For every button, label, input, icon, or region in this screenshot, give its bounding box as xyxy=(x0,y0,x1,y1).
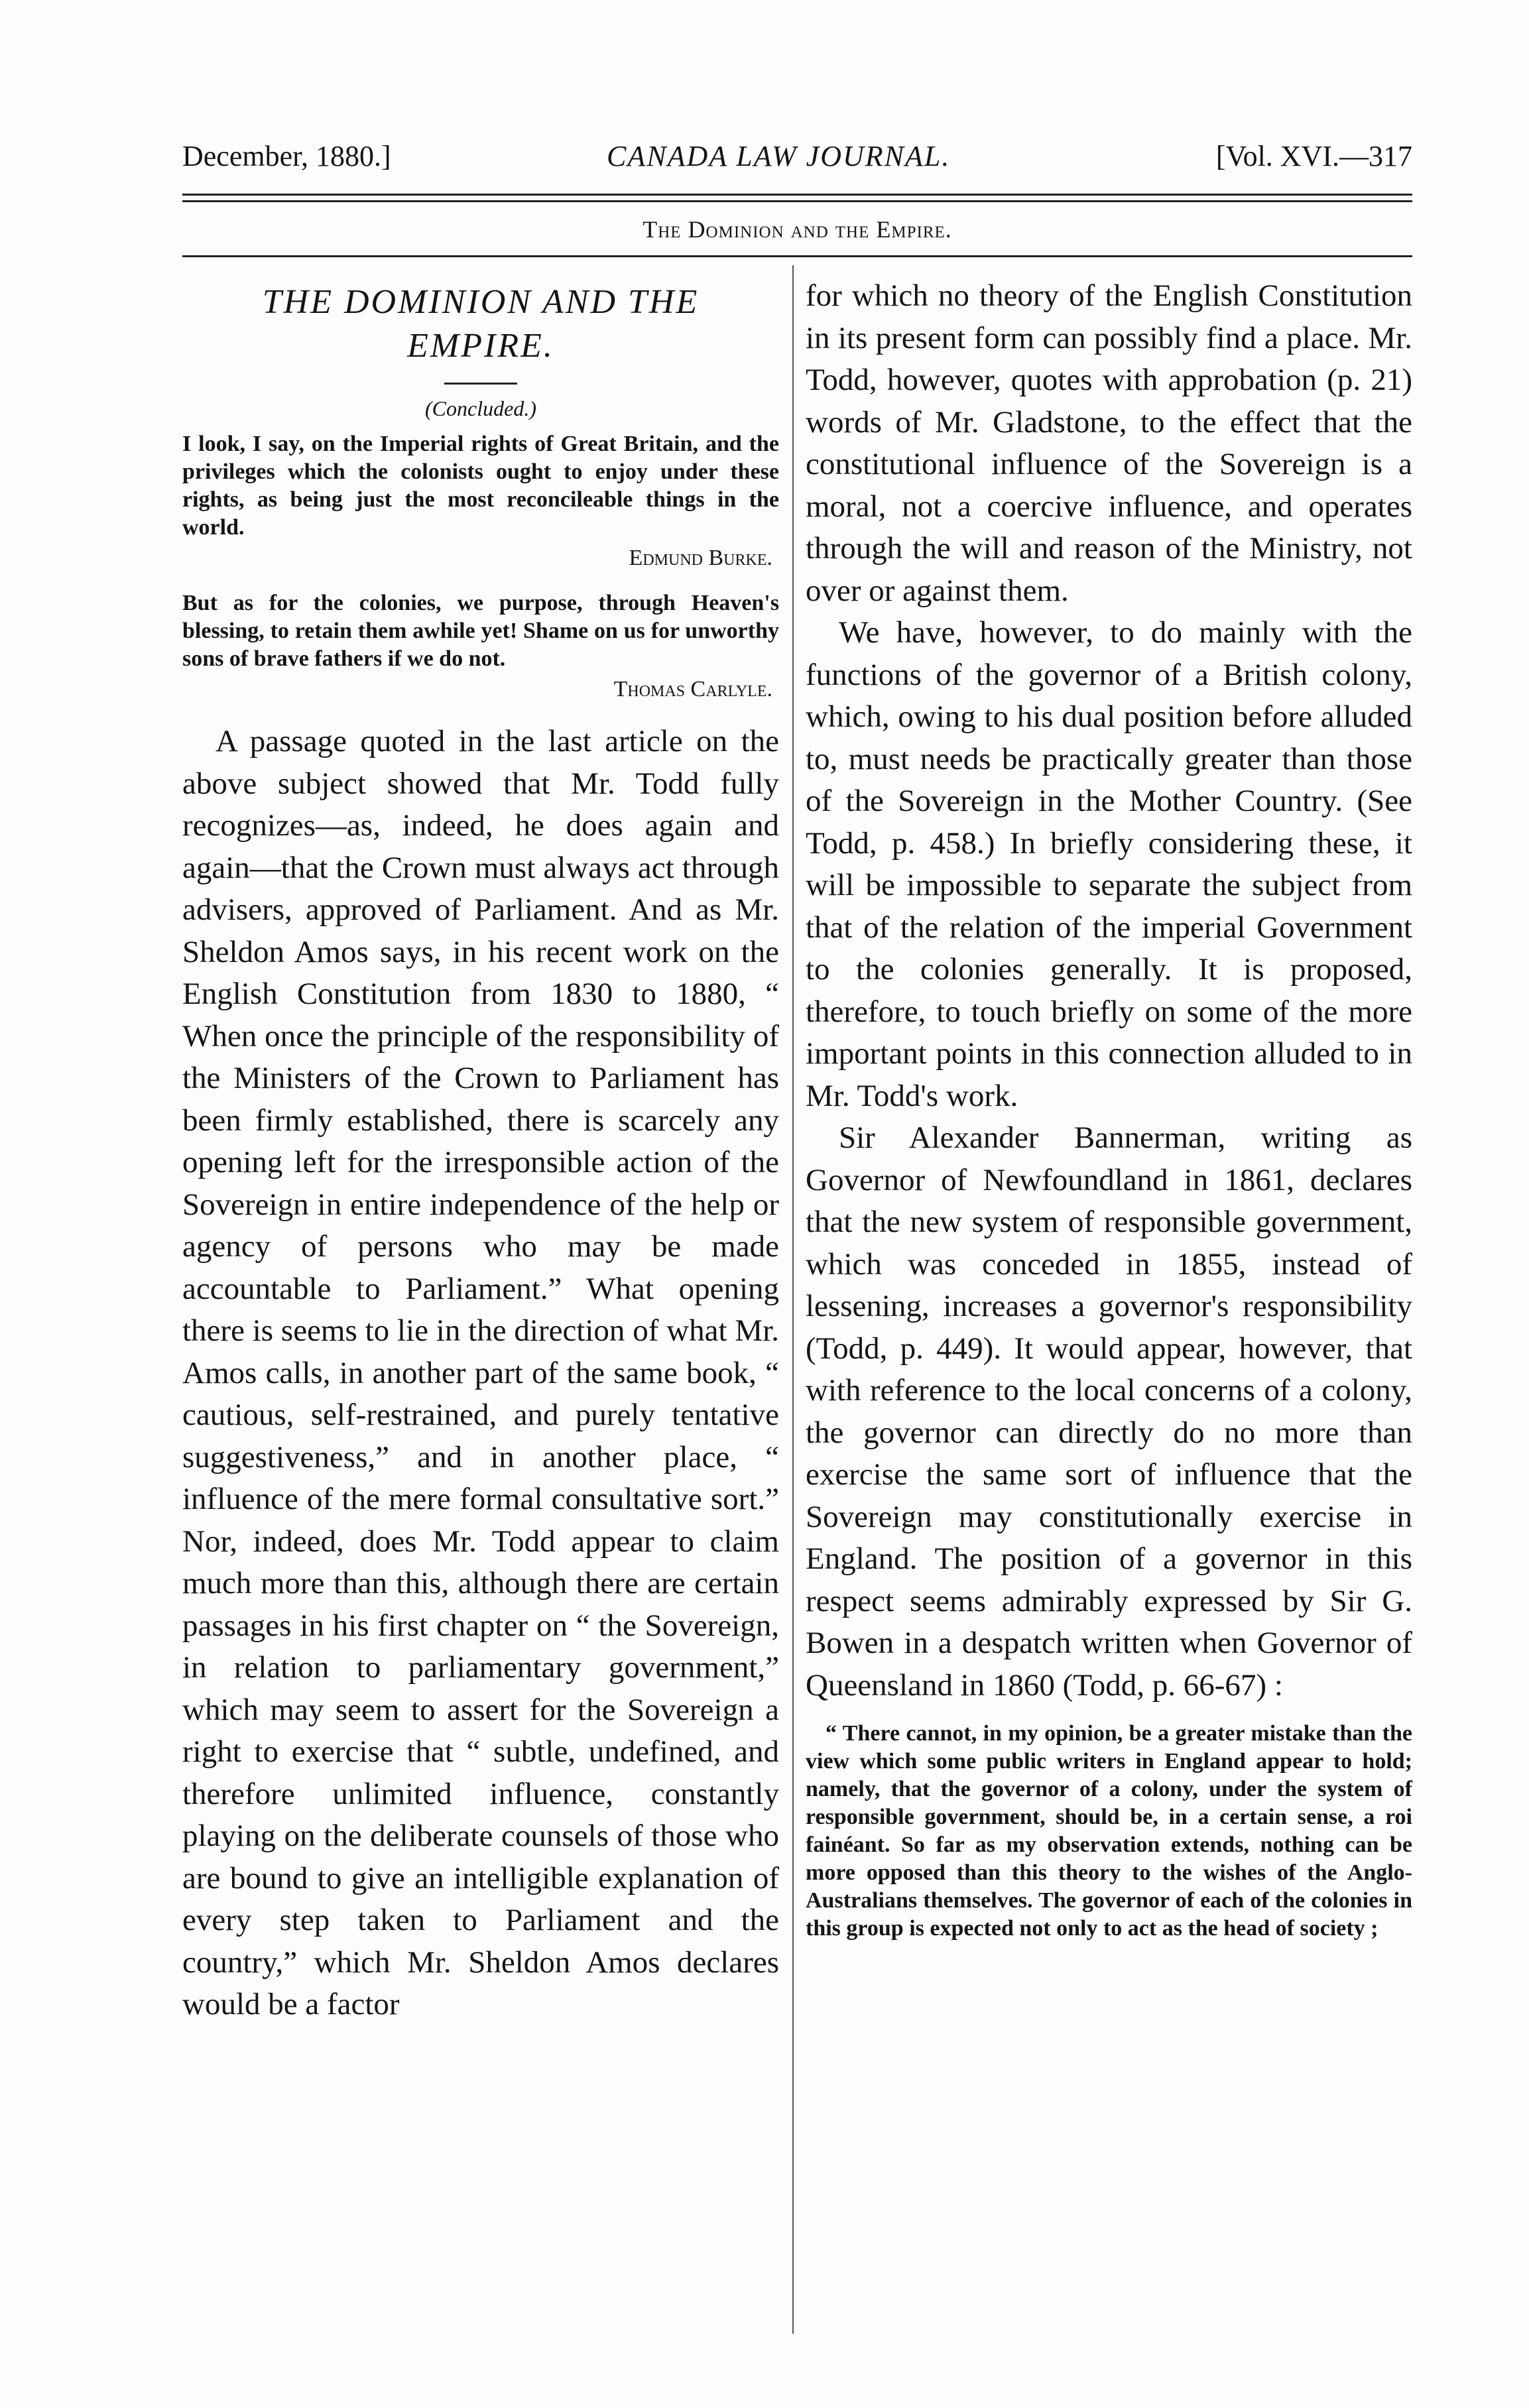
epigraph-author-carlyle: Thomas Carlyle. xyxy=(613,677,772,701)
article-title-line1: THE DOMINION AND THE xyxy=(262,283,700,321)
issue-date: December, 1880.] xyxy=(182,140,391,172)
article-title xyxy=(182,280,779,368)
article-title-line2: EMPIRE. xyxy=(407,327,554,365)
body-paragraph-2: We have, however, to do mainly with the functions of the governor of a British colony, which, owing to his dual position before alluded to, must needs be practically greater than those of the Sovereign in the Mother Country. (See Todd, p. 458.) In briefly considering these, it will be impossible to separate the subject from that of the relation of the imperial Government to the colonies generally. It is proposed, therefore, to touch briefly on some of the more important points in this connection alluded to in Mr. Todd's work. xyxy=(806,615,1412,1113)
header-rule-upper xyxy=(182,194,1412,196)
left-column xyxy=(182,275,779,2026)
epigraph-burke: I look, I say, on the Imperial rights of Great Britain, and the privileges which the colonists ought to enjoy under these rights, as being just the most reconcileable things in the world. xyxy=(182,432,779,540)
running-title-rule xyxy=(182,255,1412,257)
volume-page: [Vol. XVI.—317 xyxy=(1215,140,1412,172)
epigraph-author-burke: Edmund Burke. xyxy=(629,546,772,570)
concluded-note: (Concluded.) xyxy=(425,396,536,420)
title-rule xyxy=(444,383,517,385)
block-quotation: “ There cannot, in my opinion, be a greater mistake than the view which some public writers in England appear to hold; namely, that the governor of a colony, under the system of responsible government, should be, in a certain sense, a roi fainéant. So far as my observation extends, nothing can be more opposed than this theory to the wishes of the Anglo-Australians themselves. The governor of each of the colonies in this group is expected not only to act as the head of society ; xyxy=(806,1721,1412,1941)
journal-name: CANADA LAW JOURNAL. xyxy=(607,140,951,172)
page-header xyxy=(182,133,1412,179)
body-paragraph-3: Sir Alexander Bannerman, writing as Governor of Newfoundland in 1861, declares that the new system of responsible government, which was conceded in 1855, instead of lessening, increases a governor's responsibility (Todd, p. 449). It would appear, however, that with reference to the local concerns of a colony, the governor can directly do no more than exercise the same sort of influence that the Sovereign may constitutionally exercise in England. The position of a governor in this respect seems admirably expressed by Sir G. Bowen in a despatch written when Governor of Queensland in 1860 (Todd, p. 66-67) : xyxy=(806,1120,1412,1703)
body-paragraph-continued: for which no theory of the English Constitution in its present form can possibly find a place. Mr. Todd, however, quotes with approbation (p. 21) words of Mr. Gladstone, to the effect that the constitutional influence of the Sovereign is a moral, not a coercive influence, and operates through the will and reason of the Ministry, not over or against them. xyxy=(806,278,1412,608)
running-title: The Dominion and the Empire. xyxy=(642,216,952,243)
body-paragraph-1: A passage quoted in the last article on the above subject showed that Mr. Todd fully recognizes—as, indeed, he does again and again—that the Crown must always act through advisers, approved of Parliament. And as Mr. Sheldon Amos says, in his recent work on the English Constitution from 1830 to 1880, “ When once the principle of the responsibility of the Ministers of the Crown to Parliament has been firmly established, there is scarcely any opening left for the irresponsible action of the Sovereign in entire independence of the help or agency of persons who may be made accountable to Parliament.” What opening there is seems to lie in the direction of what Mr. Amos calls, in another part of the same book, “ cautious, self-restrained, and purely tentative suggestiveness,” and in another place, “ influence of the mere formal consultative sort.” Nor, indeed, does Mr. Todd appear to claim much more than this, although there are certain passages in his first chapter on “ the Sovereign, in relation to parliamentary government,” which may seem to assert for the Sovereign a right to exercise that “ subtle, undefined, and therefore unlimited influence, constantly playing on the deliberate counsels of those who are bound to give an intelligible explanation of every step taken to Parliament and the country,” which Mr. Sheldon Amos declares would be a factor xyxy=(182,724,779,2021)
header-rule-lower xyxy=(182,200,1412,202)
right-column xyxy=(806,275,1412,1943)
epigraph-carlyle: But as for the colonies, we purpose, through Heaven's blessing, to retain them awhile yet! Shame on us for unworthy sons of brave fathers if we do not. xyxy=(182,591,779,671)
column-divider xyxy=(792,265,794,2334)
